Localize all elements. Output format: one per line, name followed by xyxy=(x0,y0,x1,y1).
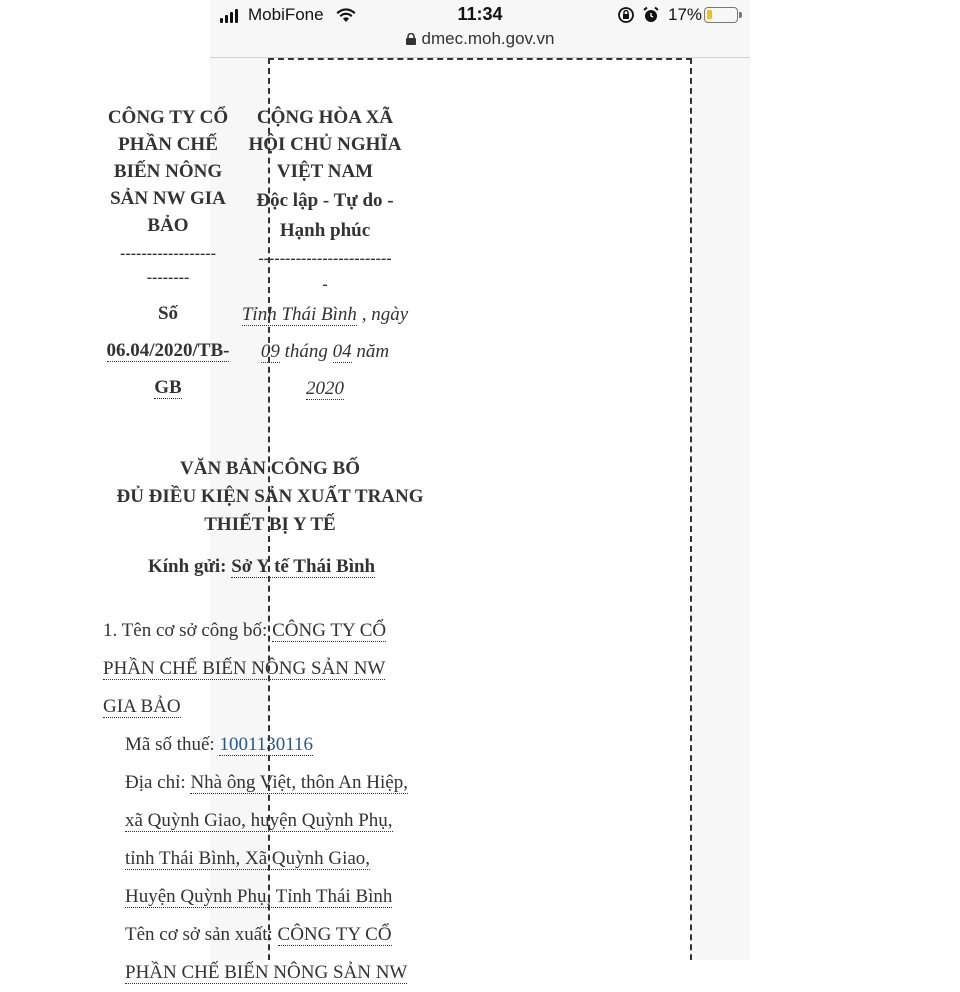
producer-label: Tên cơ sở sản xuất: xyxy=(125,924,273,945)
rotation-lock-icon xyxy=(617,6,635,24)
alarm-icon xyxy=(642,6,660,24)
address-value: Huyện Quỳnh Phụ, Tỉnh Thái Bình xyxy=(125,886,393,907)
clock: 11:34 xyxy=(457,4,503,24)
issue-place: Tỉnh Thái Bình xyxy=(241,304,357,325)
nation-name-line: HỘI CHỦ NGHĨA xyxy=(248,134,402,155)
issuer-name-line: BẢO xyxy=(147,215,189,236)
national-header xyxy=(236,104,414,407)
address-value: tỉnh Thái Bình, Xã Quỳnh Giao, xyxy=(125,848,371,869)
facility-label: 1. Tên cơ sở công bố: xyxy=(103,620,268,641)
issue-year: 2020 xyxy=(306,378,344,399)
issuer-name-line: BIẾN NÔNG xyxy=(113,161,223,182)
recipient-line xyxy=(148,556,375,578)
facility-name: GIA BẢO xyxy=(103,696,181,717)
battery-percentage: 17% xyxy=(668,5,703,24)
producer-name: CÔNG TY CỔ xyxy=(277,924,392,945)
issue-date-word: , ngày xyxy=(361,304,409,325)
issuer-name-line: PHẦN CHẾ xyxy=(118,134,218,155)
issue-date xyxy=(236,296,414,407)
separator-dashes: ------------------ xyxy=(120,245,216,262)
document-number-suffix: GB xyxy=(154,377,182,398)
title-line: VĂN BẢN CÔNG BỐ xyxy=(180,458,360,479)
title-line: THIẾT BỊ Y TẾ xyxy=(204,514,336,535)
issuer-name-line: CÔNG TY CỔ xyxy=(107,107,229,128)
issue-day: 09 xyxy=(260,341,280,362)
padlock-icon xyxy=(406,33,416,45)
tax-code-label: Mã số thuế: xyxy=(125,734,215,755)
motto-line: Hạnh phúc xyxy=(279,220,371,241)
facility-name: CÔNG TY CỔ xyxy=(272,620,387,641)
document-number-label: Số xyxy=(157,303,179,324)
address-label: Địa chỉ: xyxy=(125,772,186,793)
issue-month-word: tháng xyxy=(284,341,328,362)
address-value: Nhà ông Việt, thôn An Hiệp, xyxy=(190,772,408,793)
producer-name: PHẦN CHẾ BIẾN NÔNG SẢN NW xyxy=(125,962,408,983)
document-body xyxy=(103,612,433,992)
tax-code-link[interactable]: 1001130116 xyxy=(219,734,314,755)
separator-dashes: -------- xyxy=(146,269,190,286)
battery-icon xyxy=(704,7,738,23)
nation-name-line: VIỆT NAM xyxy=(276,161,374,182)
facility-name: PHẦN CHẾ BIẾN NÔNG SẢN NW xyxy=(103,658,386,679)
carrier-name: MobiFone xyxy=(248,5,324,24)
nation-name-line: CỘNG HÒA XÃ xyxy=(256,107,394,128)
address-value: xã Quỳnh Giao, huyện Quỳnh Phụ, xyxy=(125,810,393,831)
separator-dashes: ------------------------- xyxy=(258,250,392,267)
issuer-header xyxy=(102,104,234,406)
recipient-label: Kính gửi: xyxy=(148,556,227,577)
motto-line: Độc lập - Tự do - xyxy=(256,190,394,211)
document-number: 06.04/2020/TB- xyxy=(106,340,230,361)
issuer-name-line: SẢN NW GIA xyxy=(110,188,226,209)
recipient-value: Sở Y tế Thái Bình xyxy=(231,556,376,577)
address-bar[interactable] xyxy=(210,26,750,56)
title-line: ĐỦ ĐIỀU KIỆN SẢN XUẤT TRANG xyxy=(116,486,424,507)
issue-month: 04 xyxy=(332,341,352,362)
issue-year-word: năm xyxy=(356,341,390,362)
separator-dashes: - xyxy=(322,276,328,293)
url-text: dmec.moh.gov.vn xyxy=(421,29,555,48)
document-title xyxy=(100,455,440,539)
